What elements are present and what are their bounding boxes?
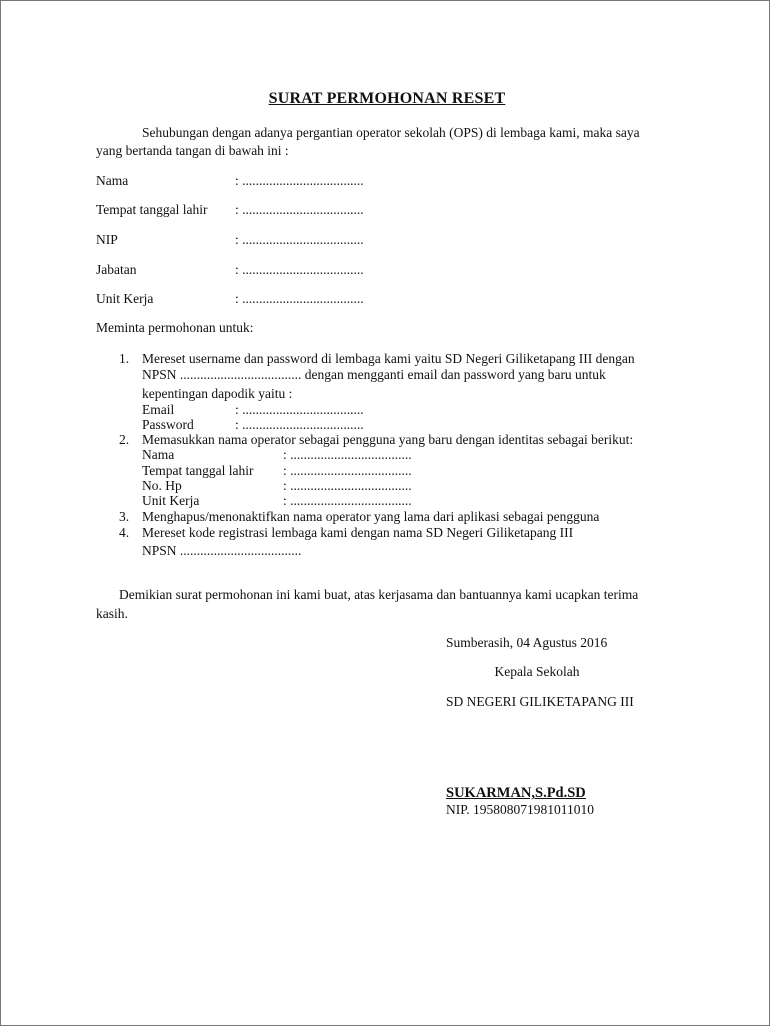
item-2-label-nama: Nama <box>142 447 175 462</box>
item-1-line-2: NPSN .................................... dengan mengganti email dan password yang baru untuk <box>142 367 606 382</box>
field-label-ttl: Tempat tanggal lahir <box>96 202 208 217</box>
item-1-value-password: : .................................... <box>235 417 364 432</box>
field-label-nip: NIP <box>96 232 118 247</box>
item-1-line-1: Mereset username dan password di lembaga kami yaitu SD Negeri Giliketapang III dengan <box>142 351 635 366</box>
intro-line-1: Sehubungan dengan adanya pergantian operator sekolah (OPS) di lembaga kami, maka saya <box>142 125 640 140</box>
item-1-value-email: : .................................... <box>235 402 364 417</box>
item-2-line-1: Memasukkan nama operator sebagai pengguna yang baru dengan identitas sebagai berikut: <box>142 432 634 447</box>
letter-title: SURAT PERMOHONAN RESET <box>268 90 506 107</box>
item-2-label-ttl: Tempat tanggal lahir <box>142 463 254 478</box>
item-1-line-3: kepentingan dapodik yaitu : <box>142 386 293 401</box>
signer-nip: NIP. 195808071981011010 <box>446 802 595 817</box>
item-2-value-ttl: : .................................... <box>283 463 412 478</box>
item-2-value-nama: : .................................... <box>283 447 412 462</box>
field-value-unit-kerja: : .................................... <box>235 291 364 306</box>
field-value-nip: : .................................... <box>235 232 364 247</box>
item-3-line-1: Menghapus/menonaktifkan nama operator yang lama dari aplikasi sebagai pengguna <box>142 509 600 524</box>
item-1-number: 1. <box>119 351 130 366</box>
intro-line-2: yang bertanda tangan di bawah ini : <box>96 143 289 158</box>
closing-line-2: kasih. <box>96 606 128 621</box>
field-value-jabatan: : .................................... <box>235 262 364 277</box>
item-2-label-nohp: No. Hp <box>142 478 182 493</box>
field-value-nama: : .................................... <box>235 173 364 188</box>
signer-position: Kepala Sekolah <box>494 664 580 679</box>
item-1-label-email: Email <box>142 402 175 417</box>
field-label-unit-kerja: Unit Kerja <box>96 291 154 306</box>
item-2-number: 2. <box>119 432 130 447</box>
item-2-value-unit-kerja: : .................................... <box>283 493 412 508</box>
item-4-line-2: NPSN .................................... <box>142 543 302 558</box>
school-name: SD NEGERI GILIKETAPANG III <box>446 694 634 709</box>
request-intro: Meminta permohonan untuk: <box>96 320 254 335</box>
signer-name: SUKARMAN,S.Pd.SD <box>446 785 586 801</box>
field-value-ttl: : .................................... <box>235 202 364 217</box>
item-3-number: 3. <box>119 509 130 524</box>
place-date: Sumberasih, 04 Agustus 2016 <box>446 635 608 650</box>
item-2-label-unit-kerja: Unit Kerja <box>142 493 200 508</box>
item-2-value-nohp: : .................................... <box>283 478 412 493</box>
closing-line-1: Demikian surat permohonan ini kami buat, atas kerjasama dan bantuannya kami ucapkan terima <box>119 587 639 602</box>
item-4-number: 4. <box>119 525 130 540</box>
item-1-label-password: Password <box>142 417 194 432</box>
item-4-line-1: Mereset kode registrasi lembaga kami dengan nama SD Negeri Giliketapang III <box>142 525 574 540</box>
field-label-jabatan: Jabatan <box>96 262 137 277</box>
field-label-nama: Nama <box>96 173 129 188</box>
